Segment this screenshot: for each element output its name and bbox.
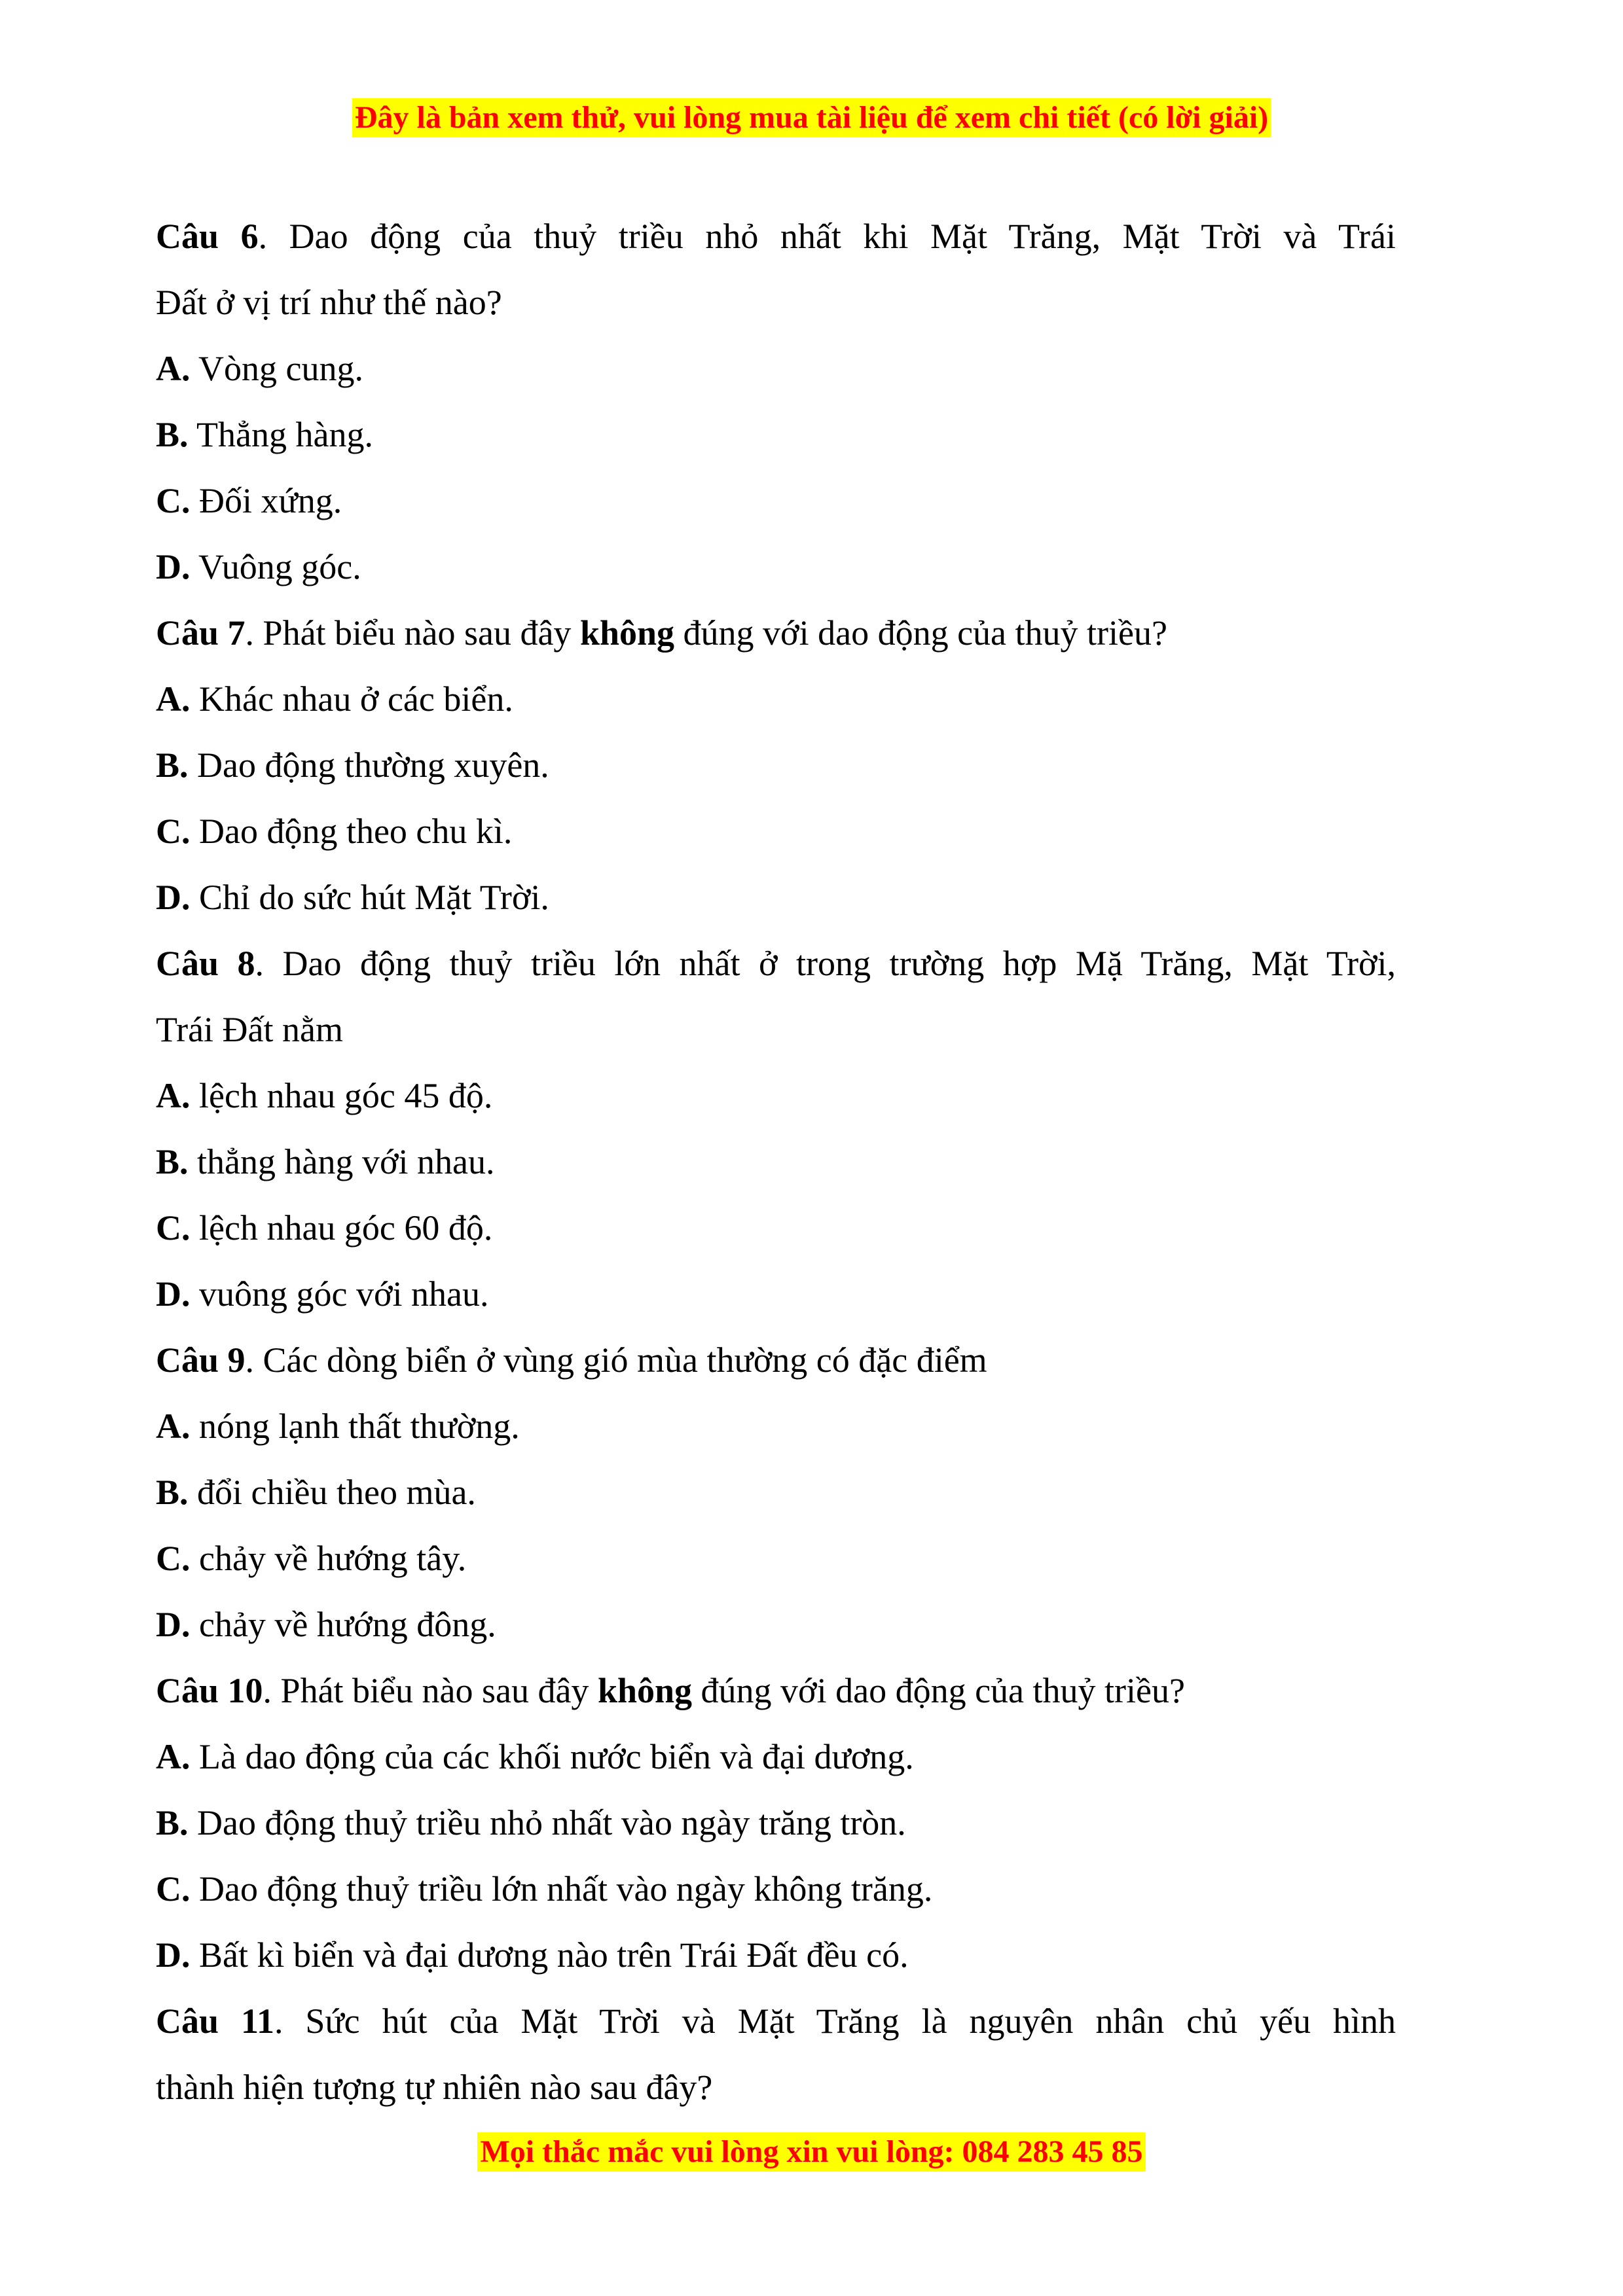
question-6-option-d xyxy=(156,534,1396,600)
question-text: . Dao động của thuỷ triều nhỏ nhất khi Mặt Trăng, Mặt Trời và Trái xyxy=(258,217,1396,256)
question-emphasis: không xyxy=(597,1671,693,1710)
question-6-line-1 xyxy=(156,204,1396,270)
question-9-option-a xyxy=(156,1393,1396,1460)
question-emphasis: không xyxy=(579,613,675,653)
option-label: B. xyxy=(156,1473,189,1512)
option-text: Dao động thường xuyên. xyxy=(188,745,549,785)
option-label: D. xyxy=(156,547,191,586)
question-9-line-1 xyxy=(156,1327,1396,1393)
question-text: đúng với dao động của thuỷ triều? xyxy=(692,1671,1185,1710)
option-text: Thẳng hàng. xyxy=(188,415,373,454)
option-label: B. xyxy=(156,415,189,454)
option-text: Là dao động của các khối nước biển và đại dương. xyxy=(190,1737,914,1776)
option-text: Dao động thuỷ triều lớn nhất vào ngày không trăng. xyxy=(190,1869,933,1909)
option-text: Bất kì biển và đại dương nào trên Trái Đất đều có. xyxy=(190,1935,909,1975)
option-text: lệch nhau góc 60 độ. xyxy=(190,1208,493,1247)
option-text: chảy về hướng đông. xyxy=(190,1605,496,1644)
question-8-option-a xyxy=(156,1063,1396,1129)
question-11-line-1 xyxy=(156,1988,1396,2054)
option-label: C. xyxy=(156,1539,191,1578)
question-text: . Sức hút của Mặt Trời và Mặt Trăng là nguyên nhân chủ yếu hình xyxy=(274,2001,1396,2041)
option-label: B. xyxy=(156,1803,189,1842)
question-8-option-b xyxy=(156,1129,1396,1195)
option-text: nóng lạnh thất thường. xyxy=(190,1407,520,1446)
question-list xyxy=(156,204,1396,2121)
question-7-option-b xyxy=(156,732,1396,798)
question-10-option-c xyxy=(156,1856,1396,1922)
question-10-option-d xyxy=(156,1922,1396,1988)
option-label: B. xyxy=(156,745,189,785)
question-label: Câu 8 xyxy=(156,944,255,983)
question-7-line-1 xyxy=(156,600,1396,666)
option-label: A. xyxy=(156,679,191,719)
question-8-line-2 xyxy=(156,997,1396,1063)
option-text: Dao động theo chu kì. xyxy=(190,812,513,851)
question-text: . Các dòng biển ở vùng gió mùa thường có đặc điểm xyxy=(245,1340,987,1380)
question-6-option-c xyxy=(156,468,1396,534)
option-text: thẳng hàng với nhau. xyxy=(188,1142,495,1181)
question-7-option-c xyxy=(156,798,1396,865)
option-text: Dao động thuỷ triều nhỏ nhất vào ngày trăng tròn. xyxy=(188,1803,906,1842)
option-text: chảy về hướng tây. xyxy=(190,1539,467,1578)
option-label: A. xyxy=(156,1076,191,1115)
question-label: Câu 10 xyxy=(156,1671,263,1710)
question-text: . Phát biểu nào sau đây xyxy=(245,613,580,653)
question-text: Đất ở vị trí như thế nào? xyxy=(156,283,502,322)
question-8-line-1 xyxy=(156,931,1396,997)
option-label: D. xyxy=(156,1274,191,1314)
option-text: Vuông góc. xyxy=(190,547,361,586)
question-9-option-d xyxy=(156,1592,1396,1658)
question-6-option-b xyxy=(156,402,1396,468)
option-label: C. xyxy=(156,812,191,851)
question-label: Câu 11 xyxy=(156,2001,274,2041)
option-label: C. xyxy=(156,1869,191,1909)
question-text: Trái Đất nằm xyxy=(156,1010,343,1049)
option-text: Đối xứng. xyxy=(190,481,342,520)
option-text: Chỉ do sức hút Mặt Trời. xyxy=(190,878,549,917)
option-text: vuông góc với nhau. xyxy=(190,1274,489,1314)
question-label: Câu 7 xyxy=(156,613,246,653)
option-text: lệch nhau góc 45 độ. xyxy=(190,1076,493,1115)
option-label: A. xyxy=(156,349,191,388)
footer-banner xyxy=(0,2132,1623,2172)
option-label: C. xyxy=(156,1208,191,1247)
contact-notice: Mọi thắc mắc vui lòng xin vui lòng: 084 283 45 85 xyxy=(477,2132,1145,2172)
question-6-option-a xyxy=(156,336,1396,402)
option-label: A. xyxy=(156,1407,191,1446)
question-text: đúng với dao động của thuỷ triều? xyxy=(674,613,1167,653)
header-banner xyxy=(0,98,1623,137)
option-label: D. xyxy=(156,1935,191,1975)
question-label: Câu 9 xyxy=(156,1340,246,1380)
question-8-option-c xyxy=(156,1195,1396,1261)
option-label: C. xyxy=(156,481,191,520)
option-label: D. xyxy=(156,878,191,917)
question-label: Câu 6 xyxy=(156,217,259,256)
option-text: Vòng cung. xyxy=(190,349,363,388)
question-7-option-a xyxy=(156,666,1396,732)
question-10-option-b xyxy=(156,1790,1396,1856)
question-text: . Phát biểu nào sau đây xyxy=(263,1671,598,1710)
question-text: . Dao động thuỷ triều lớn nhất ở trong trường hợp Mặ Trăng, Mặt Trời, xyxy=(255,944,1396,983)
option-label: B. xyxy=(156,1142,189,1181)
question-7-option-d xyxy=(156,865,1396,931)
option-text: Khác nhau ở các biển. xyxy=(190,679,513,719)
question-9-option-b xyxy=(156,1460,1396,1526)
question-8-option-d xyxy=(156,1261,1396,1327)
question-9-option-c xyxy=(156,1526,1396,1592)
question-10-line-1 xyxy=(156,1658,1396,1724)
option-text: đổi chiều theo mùa. xyxy=(188,1473,476,1512)
option-label: A. xyxy=(156,1737,191,1776)
option-label: D. xyxy=(156,1605,191,1644)
question-text: thành hiện tượng tự nhiên nào sau đây? xyxy=(156,2068,713,2107)
question-10-option-a xyxy=(156,1724,1396,1790)
question-6-line-2 xyxy=(156,270,1396,336)
question-11-line-2 xyxy=(156,2054,1396,2121)
preview-notice: Đây là bản xem thử, vui lòng mua tài liệu để xem chi tiết (có lời giải) xyxy=(352,98,1271,137)
